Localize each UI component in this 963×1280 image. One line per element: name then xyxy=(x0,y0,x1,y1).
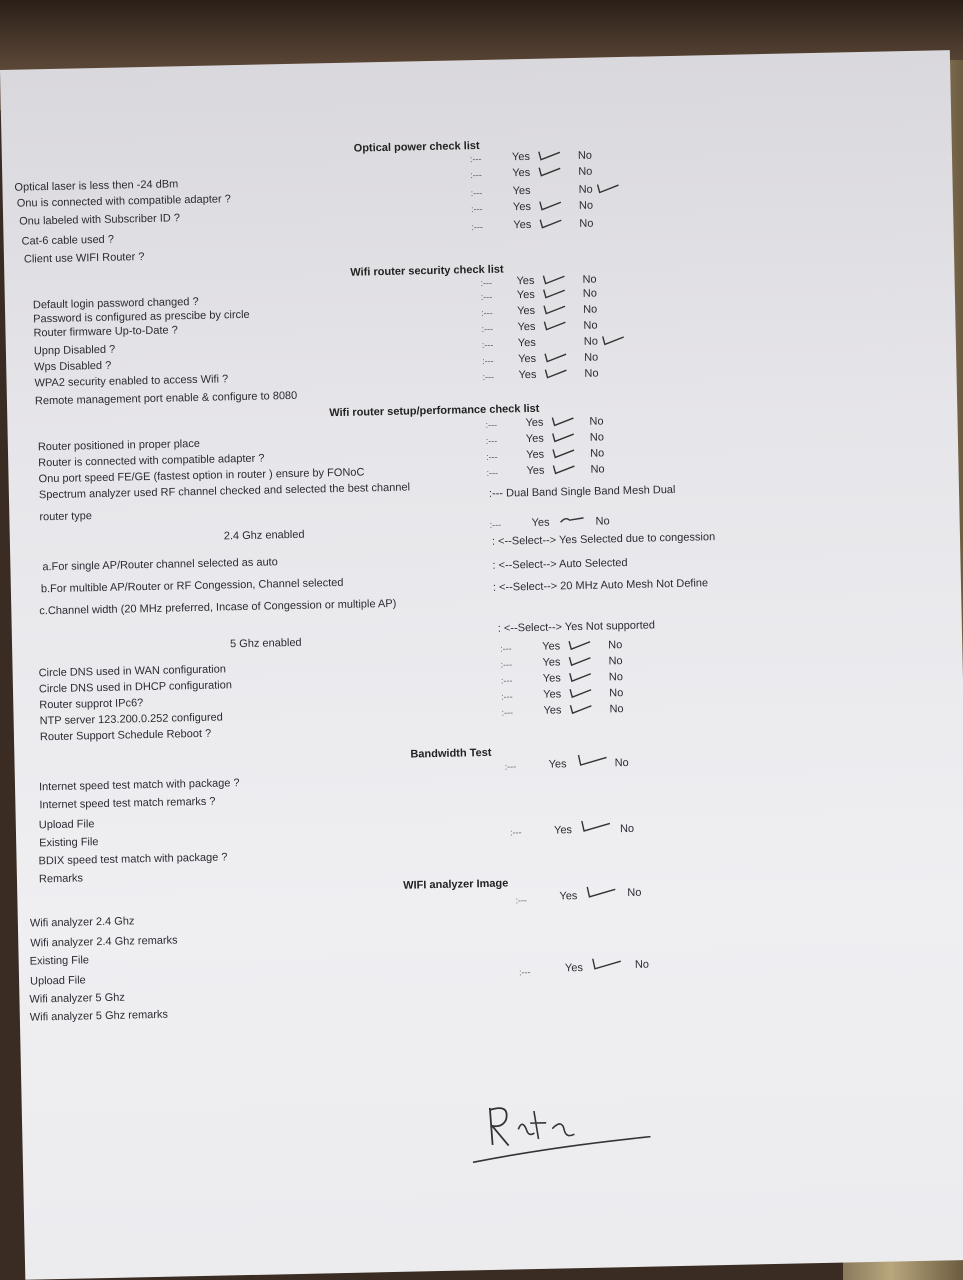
ghz5-item-label: Router Support Schedule Reboot ? xyxy=(39,727,212,744)
bandwidth-title: Bandwidth Test xyxy=(410,746,492,761)
security-item-no: No xyxy=(584,367,599,380)
ghz5-item-yes: Yes xyxy=(542,656,561,669)
security-item-dash: :--- xyxy=(480,291,493,302)
ghz5-yes-check-mark xyxy=(567,686,593,701)
optical-item-yes: Yes xyxy=(512,166,531,180)
setup-item-no: No xyxy=(589,431,605,444)
ghz5-item-dash: :--- xyxy=(501,707,514,718)
ghz24-yes: Yes xyxy=(531,516,550,529)
bandwidth-check-mark-2 xyxy=(578,817,614,834)
security-item-label: Router firmware Up-to-Date ? xyxy=(33,324,178,340)
security-item-no: No xyxy=(582,273,597,286)
optical-item-no: No xyxy=(578,183,593,196)
setup-item-yes: Yes xyxy=(525,416,544,430)
security-item-yes: Yes xyxy=(517,320,536,334)
analyzer-dash-2: :--- xyxy=(518,967,531,978)
optical-title: Optical power check list xyxy=(353,139,480,155)
optical-item-no: No xyxy=(579,217,594,230)
bandwidth-item-label: Existing File xyxy=(39,836,99,850)
ghz5-yes-check-mark xyxy=(566,654,592,669)
bandwidth-yes-2: Yes xyxy=(553,824,573,837)
ghz5-item-dash: :--- xyxy=(500,675,513,686)
analyzer-check-mark-2 xyxy=(589,955,625,972)
bandwidth-item-label: Internet speed test match with package ? xyxy=(38,777,240,794)
ghz5-item-no: No xyxy=(609,703,624,716)
bandwidth-item-label: BDIX speed test match with package ? xyxy=(38,851,228,868)
security-item-label: Remote management port enable & configure to 8080 xyxy=(34,389,298,408)
ghz24-item-label: c.Channel width (20 MHz preferred, Incase of Congession or multiple AP) xyxy=(39,597,397,618)
optical-no-check-mark xyxy=(594,181,620,196)
optical-item-dash: :--- xyxy=(469,153,482,165)
ghz5-item-no: No xyxy=(608,671,624,684)
analyzer-item-label: Wifi analyzer 5 Ghz xyxy=(29,991,125,1006)
security-item-yes: Yes xyxy=(516,274,535,288)
optical-item-dash: :--- xyxy=(470,203,483,215)
security-item-dash: :--- xyxy=(481,323,494,334)
ghz24-check-mark xyxy=(557,512,585,527)
optical-item-yes: Yes xyxy=(513,218,532,232)
signature xyxy=(461,1086,663,1170)
setup-yes-check-mark xyxy=(550,430,576,445)
analyzer-item-label: Existing File xyxy=(29,954,90,968)
setup-item-dash: :--- xyxy=(486,467,499,478)
bandwidth-item-label: Remarks xyxy=(38,872,84,886)
analyzer-item-label: Wifi analyzer 5 Ghz remarks xyxy=(29,1008,169,1024)
ghz24-no: No xyxy=(595,515,610,528)
ghz5-select: : <--Select--> Yes Not supported xyxy=(497,619,656,635)
security-item-dash: :--- xyxy=(481,339,494,350)
ghz5-item-no: No xyxy=(609,687,624,700)
ghz5-title: 5 Ghz enabled xyxy=(229,636,302,651)
optical-item-label: Optical laser is less then -24 dBm xyxy=(14,178,179,194)
optical-yes-check-mark xyxy=(536,164,562,179)
ghz5-item-label: NTP server 123.200.0.252 configured xyxy=(39,711,223,728)
bandwidth-item-label: Upload File xyxy=(38,818,95,832)
ghz5-yes-check-mark xyxy=(567,670,593,685)
analyzer-title: WIFI analyzer Image xyxy=(403,877,509,892)
optical-item-dash: :--- xyxy=(471,221,483,233)
ghz5-item-no: No xyxy=(608,639,623,652)
ghz5-item-no: No xyxy=(608,655,623,668)
security-item-no: No xyxy=(583,303,598,316)
security-item-label: Wps Disabled ? xyxy=(34,359,112,374)
security-item-label: Upnp Disabled ? xyxy=(33,343,116,358)
setup-item-dash: :--- xyxy=(485,435,498,446)
security-yes-check-mark xyxy=(541,302,567,317)
setup-item-dash: :--- xyxy=(485,419,498,430)
optical-item-label: Onu is connected with compatible adapter ? xyxy=(16,193,231,210)
security-title: Wifi router security check list xyxy=(350,263,504,279)
security-no-check-mark xyxy=(600,333,626,348)
bandwidth-dash-1: :--- xyxy=(504,761,517,772)
security-item-dash: :--- xyxy=(480,277,493,288)
ghz5-item-dash: :--- xyxy=(500,643,512,654)
ghz5-item-label: Circle DNS used in WAN configuration xyxy=(38,663,227,680)
security-item-label: Password is configured as prescibe by circle xyxy=(33,308,250,326)
setup-yes-check-mark xyxy=(549,414,575,429)
setup-title: Wifi router setup/performance check list xyxy=(329,402,540,420)
setup-item-label: Router positioned in proper place xyxy=(37,437,201,454)
security-item-yes: Yes xyxy=(517,336,536,350)
ghz24-dash: :--- xyxy=(489,519,502,530)
optical-item-label: Onu labeled with Subscriber ID ? xyxy=(19,212,181,228)
setup-item-label: Onu port speed FE/GE (fastest option in router ) ensure by FONoC xyxy=(38,466,365,486)
setup-item-no: No xyxy=(590,463,605,476)
optical-item-yes: Yes xyxy=(511,150,531,164)
ghz5-item-yes: Yes xyxy=(542,640,561,653)
security-yes-check-mark xyxy=(541,318,567,333)
optical-item-dash: :--- xyxy=(470,169,482,181)
security-item-yes: Yes xyxy=(516,288,535,302)
setup-item-yes: Yes xyxy=(526,448,545,462)
security-yes-check-mark xyxy=(542,366,568,381)
bandwidth-dash-2: :--- xyxy=(509,827,522,838)
optical-item-label: Client use WIFI Router ? xyxy=(23,251,145,266)
bandwidth-yes-1: Yes xyxy=(548,758,567,771)
optical-item-no: No xyxy=(578,199,594,212)
security-item-yes: Yes xyxy=(518,368,537,382)
analyzer-yes-1: Yes xyxy=(559,890,578,903)
optical-item-label: Cat-6 cable used ? xyxy=(21,233,115,248)
setup-item-yes: Yes xyxy=(526,464,545,478)
optical-yes-check-mark xyxy=(537,198,563,213)
optical-yes-check-mark xyxy=(537,216,563,231)
optical-item-dash: :--- xyxy=(470,187,483,199)
security-yes-check-mark xyxy=(540,272,566,287)
analyzer-yes-2: Yes xyxy=(564,961,584,975)
ghz24-item-label: b.For multible AP/Router or RF Congession, Channel selected xyxy=(40,576,344,596)
ghz5-item-label: Circle DNS used in DHCP configuration xyxy=(38,679,233,696)
setup-item-no: No xyxy=(590,447,605,460)
ghz24-item-select: : <--Select--> Auto Selected xyxy=(492,556,628,572)
analyzer-item-label: Upload File xyxy=(29,974,86,988)
security-item-dash: :--- xyxy=(481,307,493,318)
security-item-label: Default login password changed ? xyxy=(32,295,199,312)
router-type-options: :--- Dual Band Single Band Mesh Dual xyxy=(488,483,676,500)
ghz5-item-yes: Yes xyxy=(543,704,562,717)
ghz5-item-label: Router supprot IPc6? xyxy=(39,697,144,712)
analyzer-no-1: No xyxy=(627,886,642,900)
setup-item-dash: :--- xyxy=(486,451,498,462)
security-item-dash: :--- xyxy=(482,371,495,382)
checklist-paper xyxy=(0,50,963,1280)
setup-item-yes: Yes xyxy=(525,432,544,446)
ghz5-item-dash: :--- xyxy=(501,691,513,702)
analyzer-dash-1: :--- xyxy=(515,895,528,906)
ghz5-item-dash: :--- xyxy=(500,659,513,670)
analyzer-item-label: Wifi analyzer 2.4 Ghz remarks xyxy=(30,934,178,950)
ghz24-item-label: a.For single AP/Router channel selected as auto xyxy=(42,556,278,574)
security-yes-check-mark xyxy=(541,286,567,301)
bandwidth-no-2: No xyxy=(619,822,635,836)
ghz24-item-select: : <--Select--> 20 MHz Auto Mesh Not Define xyxy=(492,577,709,594)
optical-item-no: No xyxy=(578,165,593,178)
optical-item-yes: Yes xyxy=(512,184,531,198)
security-item-no: No xyxy=(583,335,599,348)
security-item-no: No xyxy=(584,351,599,364)
optical-item-yes: Yes xyxy=(512,200,532,214)
setup-item-label: Spectrum analyzer used RF channel checked and selected the best channel xyxy=(38,481,411,502)
ghz5-yes-check-mark xyxy=(566,638,592,653)
setup-item-no: No xyxy=(589,415,604,428)
bandwidth-item-label: Internet speed test match remarks ? xyxy=(39,795,216,812)
ghz5-item-yes: Yes xyxy=(543,688,562,701)
ghz5-item-yes: Yes xyxy=(542,672,561,685)
security-item-no: No xyxy=(582,287,598,300)
analyzer-item-label: Wifi analyzer 2.4 Ghz xyxy=(29,915,135,930)
security-item-yes: Yes xyxy=(518,352,537,366)
security-item-yes: Yes xyxy=(517,304,536,318)
setup-yes-check-mark xyxy=(550,446,576,461)
bandwidth-no-1: No xyxy=(614,756,629,770)
setup-item-label: Router is connected with compatible adapter ? xyxy=(38,452,265,470)
bandwidth-check-mark-1 xyxy=(574,751,610,768)
security-item-label: WPA2 security enabled to access Wifi ? xyxy=(34,373,229,390)
router-type-label: router type xyxy=(39,510,93,524)
analyzer-check-mark-1 xyxy=(583,883,619,900)
setup-yes-check-mark xyxy=(550,462,576,477)
ghz24-title: 2.4 Ghz enabled xyxy=(223,528,305,543)
security-item-no: No xyxy=(583,319,598,332)
optical-yes-check-mark xyxy=(536,148,562,163)
security-yes-check-mark xyxy=(542,350,568,365)
optical-item-no: No xyxy=(577,149,593,162)
analyzer-no-2: No xyxy=(634,958,650,971)
security-item-dash: :--- xyxy=(482,355,494,366)
ghz24-item-select: : <--Select--> Yes Selected due to congession xyxy=(491,531,716,548)
ghz5-yes-check-mark xyxy=(567,702,593,717)
